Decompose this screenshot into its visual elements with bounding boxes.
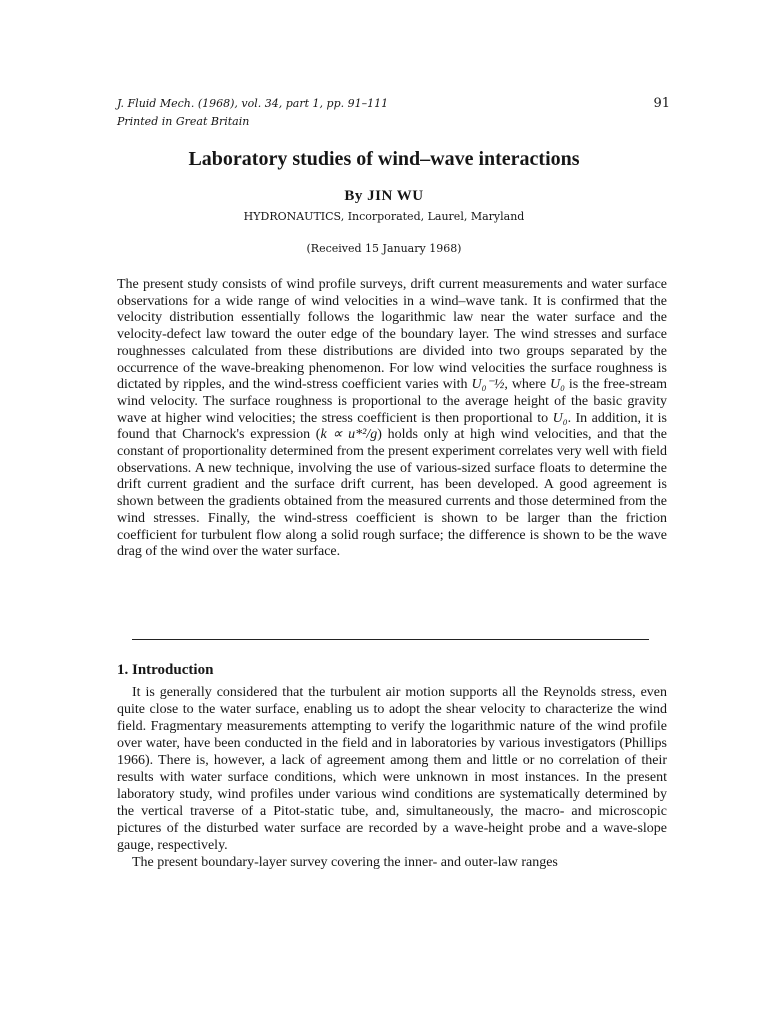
abstract-text: , where (504, 377, 550, 393)
received-date: (Received 15 January 1968) (306, 242, 462, 255)
abstract-math: U₀ (552, 410, 568, 426)
author-line: By JIN WU (344, 188, 424, 204)
paragraph: The present boundary-layer survey covering the inner- and outer-law ranges (132, 855, 558, 870)
section-divider (132, 639, 649, 640)
introduction-body (117, 684, 667, 871)
abstract-math: U₀ (549, 377, 565, 393)
journal-citation: J. Fluid Mech. (1968), vol. 34, part 1, pp. 91–111 (117, 97, 389, 110)
printed-in: Printed in Great Britain (117, 115, 250, 128)
affiliation: HYDRONAUTICS, Incorporated, Laurel, Maryland (243, 210, 525, 223)
page-number: 91 (653, 96, 670, 111)
abstract-text: . In addition, it is found that Charnock's expression ( (117, 410, 667, 443)
journal-line (117, 95, 670, 113)
abstract-text: ) holds only at high wind velocities, and that the constant of proportionality determined from the present experiment correlates very well with field observations. A new technique, involving the use of various-sized surface floats to determine the drift current gradient and the surface drift current, has been developed. A good agreement is shown between the gradients obtained from the measured currents and those determined from the wind stresses. Finally, the wind-stress coefficient is shown to be larger than the friction coefficient for turbulent flow along a solid rough surface; the difference is shown to be the wave drag of the wind over the water surface. (117, 427, 668, 560)
page-header (117, 95, 670, 131)
abstract-text: is the free-stream wind velocity. The surface roughness is proportional to the average height of the basic gravity wave at higher wind velocities; the stress coefficient is then proportional to (117, 377, 667, 426)
paper-title: Laboratory studies of wind–wave interactions (188, 148, 580, 170)
abstract-math: k ∝ u*²/g (320, 427, 378, 443)
abstract-text: The present study consists of wind profile surveys, drift current measurements and water surface observations for a wide range of wind velocities in a wind–wave tank. It is confirmed that the velocity distribution essentially follows the logarithmic law near the water surface and the velocity-defect law toward the outer edge of the boundary layer. The wind stresses and surface roughnesses calculated from these distributions are divided into two groups separated by the occurrence of the wave-breaking phenomenon. For low wind velocities the surface roughness is dictated by ripples, and the wind-stress coefficient varies with (117, 277, 667, 393)
abstract (117, 277, 667, 561)
section-heading: 1. Introduction (117, 662, 214, 678)
paragraph: It is generally considered that the turbulent air motion supports all the Reynolds stress, even quite close to the water surface, enabling us to adopt the shear velocity to characterize the wind field. Fragmentary measurements attempting to verify the logarithmic nature of the wind profile over water, have been conducted in the field and in laboratories by various investigators (Phillips 1966). There is, however, a lack of agreement among them and little or no correlation of their results with water surface conditions, which were unknown in most instances. In the present laboratory study, wind profiles under various wind conditions are systematically determined by the vertical traverse of a Pitot-static tube, and, simultaneously, the macro- and microscopic pictures of the disturbed water surface are recorded by a wave-height probe and a wave-slope gauge, respectively. (117, 685, 667, 853)
abstract-math: U₀⁻½ (471, 377, 505, 393)
